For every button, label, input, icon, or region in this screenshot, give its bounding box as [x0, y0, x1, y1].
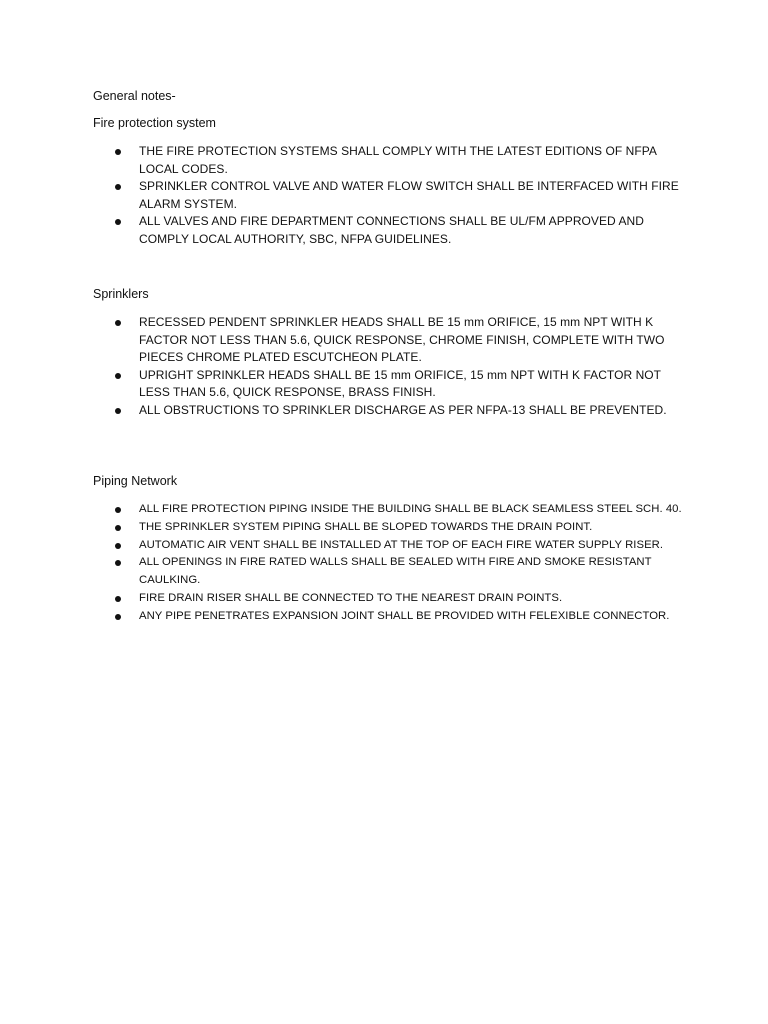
list-item-text: SPRINKLER CONTROL VALVE AND WATER FLOW SWITCH SHALL BE INTERFACED WITH FIRE ALARM SYSTEM.: [139, 179, 679, 211]
list-item-text: ALL FIRE PROTECTION PIPING INSIDE THE BUILDING SHALL BE BLACK SEAMLESS STEEL SCH. 40.: [139, 503, 682, 515]
list-item-text: ALL OPENINGS IN FIRE RATED WALLS SHALL BE SEALED WITH FIRE AND SMOKE RESISTANT CAULKING.: [139, 556, 652, 587]
bullet-icon: [115, 596, 121, 602]
bullet-icon: [115, 543, 121, 549]
list-item: [93, 178, 683, 213]
bullet-icon: [115, 219, 121, 225]
list-item-text: THE SPRINKLER SYSTEM PIPING SHALL BE SLOPED TOWARDS THE DRAIN POINT.: [139, 520, 593, 533]
section-title-sprinklers: Sprinklers: [93, 287, 149, 301]
list-item-text: ANY PIPE PENETRATES EXPANSION JOINT SHALL BE PROVIDED WITH FELEXIBLE CONNECTOR.: [139, 609, 670, 622]
list-item: [93, 537, 683, 555]
fire-protection-list: [93, 143, 683, 248]
list-item-text: ALL OBSTRUCTIONS TO SPRINKLER DISCHARGE AS PER NFPA-13 SHALL BE PREVENTED.: [139, 402, 667, 417]
bullet-icon: [115, 373, 121, 379]
list-item-text: FIRE DRAIN RISER SHALL BE CONNECTED TO THE NEAREST DRAIN POINTS.: [139, 591, 563, 604]
bullet-icon: [115, 507, 121, 513]
bullet-icon: [115, 149, 121, 155]
list-item: [93, 554, 683, 590]
list-item: [93, 213, 683, 248]
bullet-icon: [115, 320, 121, 326]
list-item-text: RECESSED PENDENT SPRINKLER HEADS SHALL BE 15 mm ORIFICE, 15 mm NPT WITH K FACTOR NOT LESS THAN 5.6, QUICK RESPONSE, CHROME FINISH, COMPLETE WITH TWO PIECES CHROME PLATED ESCUTCHEON PLATE.: [139, 315, 665, 364]
list-item-text: ALL VALVES AND FIRE DEPARTMENT CONNECTIONS SHALL BE UL/FM APPROVED AND COMPLY LOCAL AUTHORITY, SBC, NFPA GUIDELINES.: [139, 214, 644, 246]
list-item: [93, 367, 683, 402]
bullet-icon: [115, 614, 121, 620]
list-item: [93, 143, 683, 178]
list-item-text: THE FIRE PROTECTION SYSTEMS SHALL COMPLY WITH THE LATEST EDITIONS OF NFPA LOCAL CODES.: [139, 144, 657, 176]
list-item-text: UPRIGHT SPRINKLER HEADS SHALL BE 15 mm ORIFICE, 15 mm NPT WITH K FACTOR NOT LESS THAN 5.6, QUICK RESPONSE, BRASS FINISH.: [139, 367, 661, 399]
piping-network-list: [93, 501, 683, 626]
bullet-icon: [115, 408, 121, 414]
list-item: [93, 501, 683, 519]
list-item: [93, 314, 683, 367]
list-item: [93, 590, 683, 608]
general-notes-title: General notes-: [93, 89, 176, 103]
list-item: [93, 608, 683, 626]
list-item-text: AUTOMATIC AIR VENT SHALL BE INSTALLED AT THE TOP OF EACH FIRE WATER SUPPLY RISER.: [139, 538, 664, 551]
section-title-fire-protection: Fire protection system: [93, 116, 216, 130]
bullet-icon: [115, 560, 121, 566]
bullet-icon: [115, 525, 121, 531]
section-title-piping-network: Piping Network: [93, 474, 178, 488]
list-item: [93, 402, 683, 420]
bullet-icon: [115, 184, 121, 190]
list-item: [93, 519, 683, 537]
sprinklers-list: [93, 314, 683, 419]
